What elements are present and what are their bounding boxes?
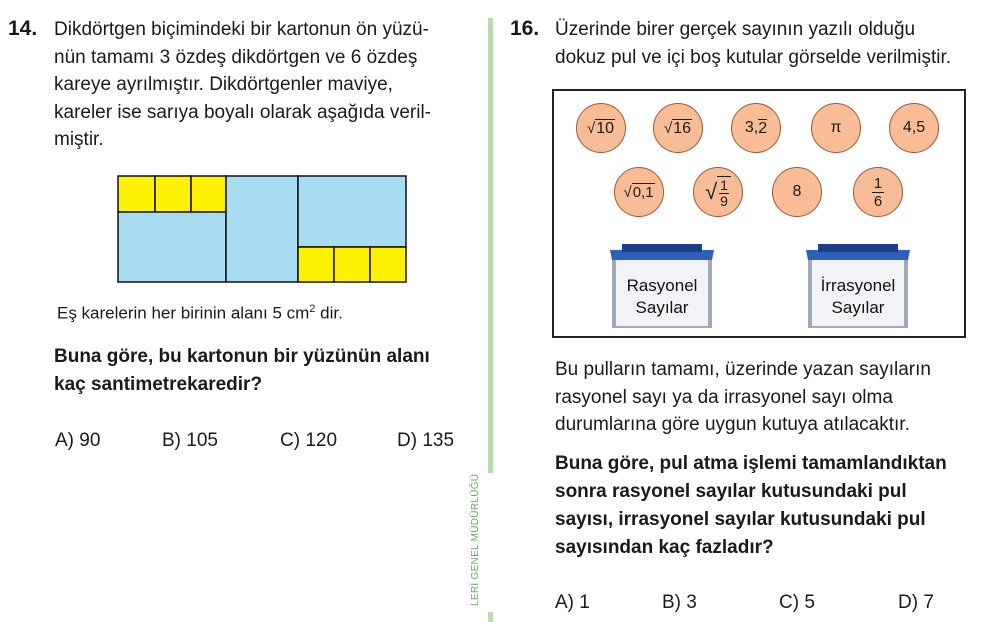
q16-option-c[interactable]: C) 5 bbox=[779, 592, 815, 613]
irrational-box-label bbox=[810, 275, 906, 319]
coin-fraction bbox=[717, 176, 731, 209]
q16-stem-line: Üzerinde birer gerçek sayının yazılı olduğu bbox=[555, 19, 916, 40]
q16-body-line: durumlarına göre uygun kutuya atılacaktır. bbox=[555, 414, 910, 435]
q14-question bbox=[54, 343, 430, 399]
q16-question bbox=[555, 450, 947, 562]
q16-stem bbox=[555, 16, 951, 71]
cardboard-figure bbox=[112, 170, 412, 288]
rational-box-label bbox=[614, 275, 710, 319]
q16-question-line: sayısı, irrasyonel sayılar kutusundaki pul bbox=[555, 509, 926, 530]
coin-sqrt-0-1 bbox=[614, 167, 664, 217]
radical-sign: √ bbox=[663, 119, 673, 137]
q16-option-b[interactable]: B) 3 bbox=[662, 592, 697, 613]
yellow-square bbox=[155, 176, 191, 212]
q14-stem-line: nün tamamı 3 özdeş dikdörtgen ve 6 özdeş bbox=[54, 46, 418, 68]
coin-eight bbox=[772, 167, 822, 217]
blue-rectangle bbox=[118, 212, 226, 282]
rational-label-line1: Rasyonel bbox=[626, 276, 698, 295]
yellow-square bbox=[370, 247, 406, 282]
box-slot bbox=[622, 244, 702, 252]
q16-stem-line: dokuz pul ve içi boş kutular görselde verilmiştir. bbox=[555, 46, 952, 68]
radical-sign: √ bbox=[705, 179, 718, 204]
note-prefix: Eş karelerin her birinin alanı 5 cm bbox=[57, 303, 310, 323]
q14-option-a[interactable]: A) 90 bbox=[55, 430, 101, 451]
q14-stem-line: kareler ise sarıya boyalı olarak aşağıda veril- bbox=[54, 101, 432, 123]
fraction-numerator: 1 bbox=[720, 176, 728, 193]
fraction-denominator: 9 bbox=[720, 192, 728, 209]
coin-value-repeating: 2 bbox=[758, 119, 768, 137]
note-superscript: 2 bbox=[309, 303, 316, 315]
irrational-label-line2: Sayılar bbox=[831, 298, 885, 317]
rational-label-line2: Sayılar bbox=[635, 298, 689, 317]
column-divider bbox=[488, 18, 493, 473]
yellow-square bbox=[191, 176, 226, 212]
box-slot bbox=[818, 244, 898, 252]
coin-decimal bbox=[889, 103, 939, 153]
q14-option-d[interactable]: D) 135 bbox=[397, 430, 455, 451]
question-number-14: 14. bbox=[8, 17, 38, 40]
radical-sign: √ bbox=[623, 183, 632, 201]
q14-stem-line: Dikdörtgen biçimindeki bir kartonun ön yüzü- bbox=[54, 19, 429, 40]
q16-body-line: Bu pulların tamamı, üzerinde yazan sayıların bbox=[555, 359, 931, 380]
coin-sqrt-16 bbox=[653, 103, 703, 153]
q14-stem-line: miştir. bbox=[54, 129, 104, 150]
margin-vertical-text: LERİ GENEL MÜDÜRLÜĞÜ bbox=[470, 473, 481, 606]
yellow-square bbox=[334, 247, 370, 282]
q14-question-line: kaç santimetrekaredir? bbox=[54, 374, 263, 395]
q16-question-line: sayısından kaç fazladır? bbox=[555, 537, 774, 558]
q16-question-line: sonra rasyonel sayılar kutusundaki pul bbox=[555, 481, 907, 502]
q14-stem-line: kareye ayrılmıştır. Dikdörtgenler maviye, bbox=[54, 74, 393, 95]
yellow-square bbox=[298, 247, 334, 282]
q14-area-note bbox=[57, 303, 343, 324]
q14-option-c[interactable]: C) 120 bbox=[280, 430, 338, 451]
q16-question-line: Buna göre, pul atma işlemi tamamlandıktan bbox=[555, 453, 947, 474]
note-suffix: dir. bbox=[315, 303, 343, 323]
coin-fraction bbox=[853, 167, 903, 217]
fraction-numerator: 1 bbox=[873, 174, 883, 192]
coin-fraction-value bbox=[872, 175, 884, 210]
q14-option-b[interactable]: B) 105 bbox=[162, 430, 218, 451]
q14-stem bbox=[54, 16, 431, 154]
coin-value: 4,5 bbox=[902, 119, 926, 136]
coin-value: 10 bbox=[596, 119, 615, 137]
q16-option-a[interactable]: A) 1 bbox=[555, 592, 590, 613]
yellow-square bbox=[118, 176, 155, 212]
coin-value-int: 3, bbox=[744, 119, 759, 136]
q16-option-d[interactable]: D) 7 bbox=[898, 592, 934, 613]
blue-rectangle bbox=[226, 176, 298, 282]
question-number-16: 16. bbox=[510, 17, 540, 40]
blue-rectangle bbox=[298, 176, 406, 247]
coin-value: 8 bbox=[792, 183, 802, 200]
q16-body bbox=[555, 356, 931, 439]
irrational-label-line1: İrrasyonel bbox=[820, 276, 896, 295]
coin-value: π bbox=[830, 119, 842, 136]
coin-sqrt-10 bbox=[576, 103, 626, 153]
coin-sqrt-fraction bbox=[693, 167, 743, 217]
coin-pi bbox=[811, 103, 861, 153]
coin-repeating-decimal bbox=[731, 103, 781, 153]
q14-question-line: Buna göre, bu kartonun bir yüzünün alanı bbox=[54, 346, 430, 367]
coin-value: 0,1 bbox=[632, 184, 654, 201]
q16-body-line: rasyonel sayı ya da irrasyonel sayı olma bbox=[555, 386, 893, 408]
fraction-denominator: 6 bbox=[873, 192, 883, 210]
radical-sign: √ bbox=[586, 119, 596, 137]
coin-value: 16 bbox=[673, 119, 692, 137]
column-divider-bottom bbox=[488, 612, 493, 622]
